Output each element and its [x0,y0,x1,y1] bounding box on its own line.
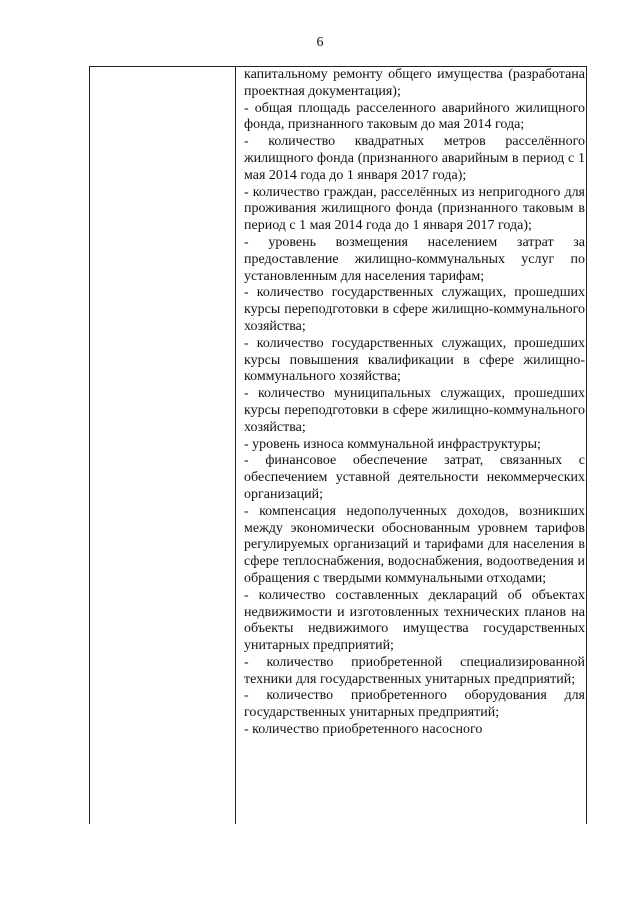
indicator-item: - количество государственных служащих, прошедших курсы повышения квалификации в сфере жилищно-коммунального хозяйства; [244,335,585,385]
indicator-item: - финансовое обеспечение затрат, связанных с обеспечением уставной деятельности некоммерческих организаций; [244,453,585,502]
table-left-cell [90,67,236,824]
indicator-item: - уровень износа коммунальной инфраструктуры; [244,436,541,452]
indicator-item: - количество приобретенного оборудования для государственных унитарных предприятий; [244,688,585,721]
indicator-item: - компенсация недополученных доходов, возникших между экономически обоснованным уровнем тарифов регулируемых организаций и тарифами для населения в сфере теплоснабжения, водоснабжения, водоотведения и обращения с твердыми коммунальными отходами; [244,503,585,586]
indicators-table [89,66,587,824]
table-right-cell [236,67,587,824]
indicator-item: капитальному ремонту общего имущества (разработана проектная документация); [244,67,585,99]
indicator-item: - количество государственных служащих, прошедших курсы переподготовки в сфере жилищно-коммунального хозяйства; [244,285,585,334]
indicator-item: - количество составленных деклараций об объектах недвижимости и изготовленных технических планов на объекты недвижимого имущества государственных унитарных предприятий; [244,587,585,654]
indicator-item: - количество муниципальных служащих, прошедших курсы переподготовки в сфере жилищно-коммунального хозяйства; [244,386,585,435]
indicator-item: - количество квадратных метров расселённого жилищного фонда (признанного аварийным в период с 1 мая 2014 года до 1 января 2017 года); [244,134,585,183]
page-number: 6 [316,35,324,50]
indicator-item: - общая площадь расселенного аварийного жилищного фонда, признанного таковым до мая 2014 года; [244,100,585,133]
indicator-item: - количество приобретенного насосного [244,722,483,738]
indicator-item: - количество граждан, расселённых из непригодного для проживания жилищного фонда (признанного таковым в период с 1 мая 2014 года до 1 января 2017 года); [244,184,585,234]
indicator-item: - уровень возмещения населением затрат за предоставление жилищно-коммунальных услуг по установленным для населения тарифам; [244,234,585,284]
indicator-item: - количество приобретенной специализированной техники для государственных унитарных предприятий; [244,654,585,687]
